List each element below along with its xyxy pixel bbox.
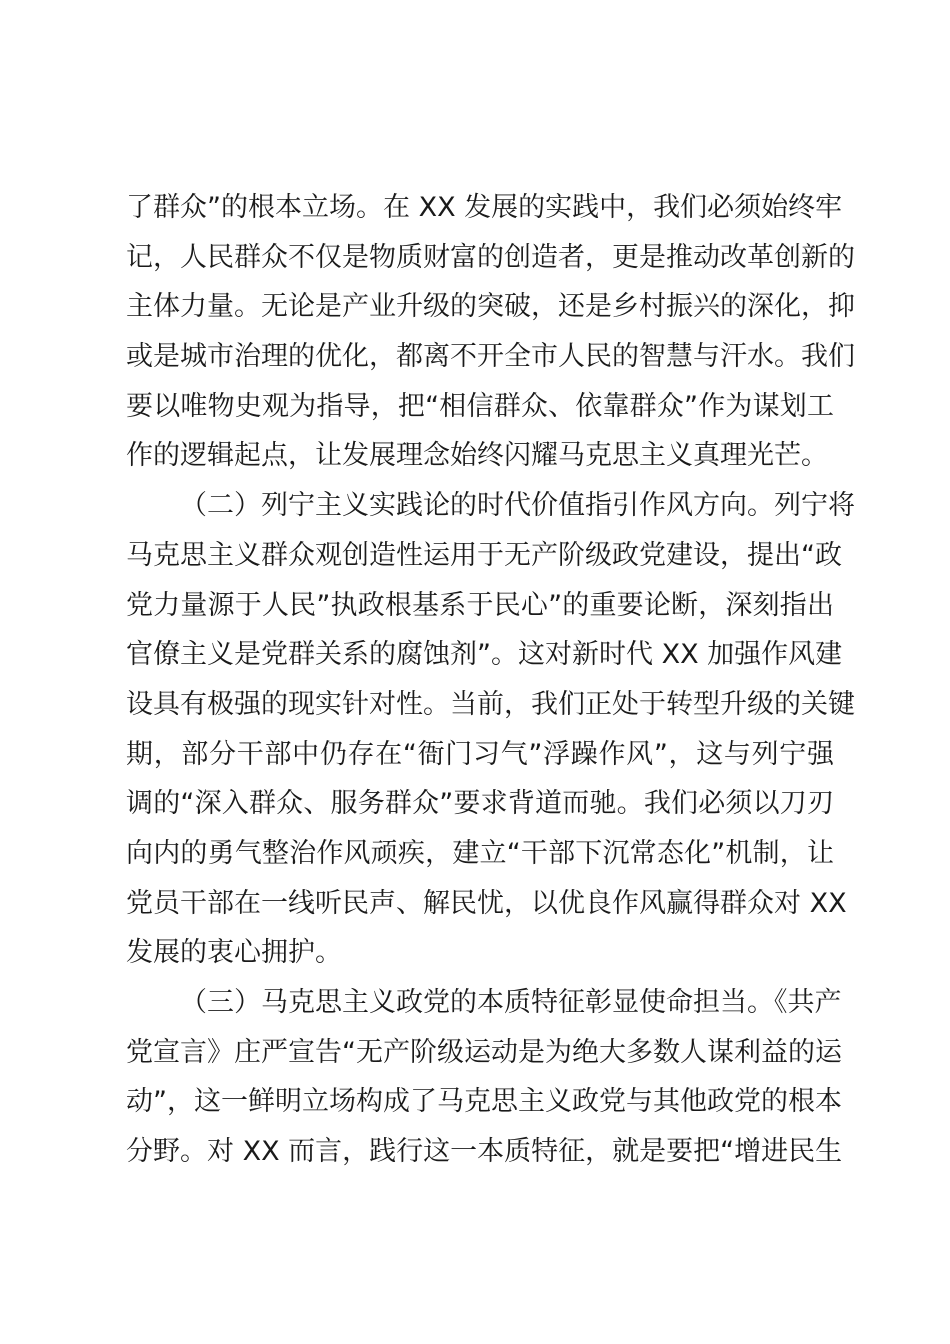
text-line: 或是城市治理的优化，都离不开全市人民的智慧与汗水。我们 — [126, 341, 855, 373]
document-body — [126, 183, 855, 1177]
section-heading-line: （二）列宁主义实践论的时代价值指引作风方向。列宁将 — [180, 490, 855, 522]
text-line: 向内的勇气整治作风顽疾，建立“干部下沉常态化”机制，让 — [126, 837, 834, 869]
text-line: 动”，这一鲜明立场构成了马克思主义政党与其他政党的根本 — [126, 1086, 842, 1118]
text-line: 调的“深入群众、服务群众”要求背道而驰。我们必须以刀刃 — [126, 788, 834, 820]
text-line: 党力量源于人民”执政根基系于民心”的重要论断，深刻指出 — [126, 589, 834, 621]
text-line: 记，人民群众不仅是物质财富的创造者，更是推动改革创新的 — [126, 241, 855, 273]
text-line: 分野。对 XX 而言，践行这一本质特征，就是要把“增进民生 — [126, 1136, 843, 1168]
text-line: 马克思主义群众观创造性运用于无产阶级政党建设，提出“政 — [126, 539, 842, 571]
text-line: 作的逻辑起点，让发展理念始终闪耀马克思主义真理光芒。 — [126, 440, 828, 472]
text-line: 要以唯物史观为指导，把“相信群众、依靠群众”作为谋划工 — [126, 390, 834, 422]
text-line: 官僚主义是党群关系的腐蚀剂”。这对新时代 XX 加强作风建 — [126, 639, 843, 671]
text-line: 了群众”的根本立场。在 XX 发展的实践中，我们必须始终牢 — [126, 192, 843, 223]
text-line: 党宣言》庄严宣告“无产阶级运动是为绝大多数人谋利益的运 — [126, 1036, 842, 1068]
section-heading-line: （三）马克思主义政党的本质特征彰显使命担当。《共产 — [180, 987, 842, 1018]
text-line: 主体力量。无论是产业升级的突破，还是乡村振兴的深化，抑 — [126, 291, 855, 323]
text-line: 设具有极强的现实针对性。当前，我们正处于转型升级的关键 — [126, 688, 855, 720]
text-line: 发展的衷心拥护。 — [126, 937, 342, 969]
text-line: 期，部分干部中仍存在“衙门习气”浮躁作风”，这与列宁强 — [126, 738, 834, 770]
text-line: 党员干部在一线听民声、解民忧，以优良作风赢得群众对 XX — [126, 887, 847, 919]
